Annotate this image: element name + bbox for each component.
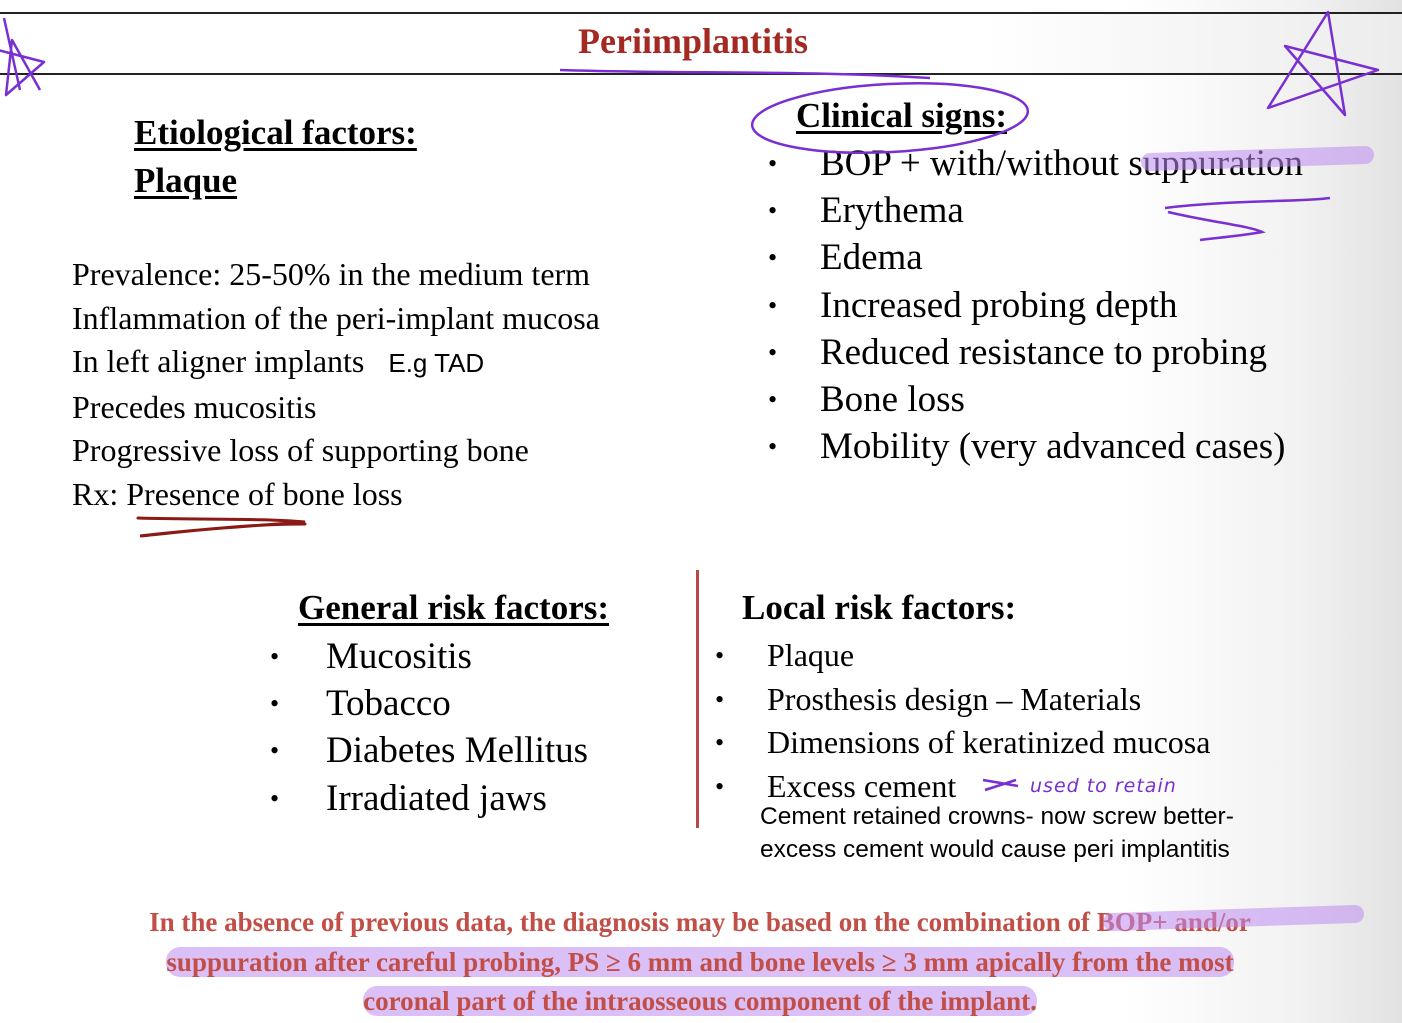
general-list [270, 633, 588, 822]
bullet-icon: • [768, 196, 778, 226]
bullet-icon: • [768, 243, 778, 273]
bullet-icon: • [768, 149, 778, 178]
etiological-heading: Etiological factors: [134, 113, 417, 152]
bullet-icon: • [270, 736, 280, 766]
list-item: • Increased probing depth [768, 282, 1303, 329]
note-line: Cement retained crowns- now screw better- [760, 803, 1234, 830]
etiology-line: Precedes mucositis [72, 388, 317, 425]
note-line: excess cement would cause peri implantitis [760, 836, 1230, 863]
etiology-line: In left aligner implants E.g TAD [72, 343, 485, 380]
local-heading: Local risk factors: [742, 588, 1017, 627]
plaque-subheading: Plaque [134, 161, 238, 200]
list-item: • Mobility (very advanced cases) [768, 423, 1303, 470]
diagnosis-line: coronal part of the intraosseous component of the implant. [363, 986, 1037, 1016]
diagnosis-line: suppuration after careful probing, PS ≥ 6 mm and bone levels ≥ 3 mm apically from the most [166, 946, 1234, 977]
scribble-annotation [138, 518, 305, 536]
bullet-icon: • [270, 689, 280, 719]
list-item: • Excess cement [715, 765, 1210, 809]
bullet-icon: • [715, 641, 725, 670]
list-item: • Reduced resistance to probing [768, 329, 1303, 376]
etiology-line: Prevalence: 25-50% in the medium term [72, 256, 591, 292]
handwritten-note: used to retain [1030, 775, 1177, 797]
list-item: • BOP + with/without suppuration [768, 140, 1303, 187]
list-item: • Diabetes Mellitus [270, 727, 588, 774]
etiology-line: Progressive loss of supporting bone [72, 432, 529, 469]
bullet-icon: • [768, 337, 778, 367]
list-item: • Plaque [715, 634, 1210, 678]
list-item: • Edema [768, 234, 1303, 281]
slide-title: Periimplantitis [578, 21, 808, 61]
list-item: • Dimensions of keratinized mucosa [715, 721, 1210, 765]
list-item: • Prosthesis design – Materials [715, 678, 1210, 722]
clinical-list [768, 140, 1303, 470]
column-divider [696, 570, 699, 828]
etiology-line: Inflammation of the peri-implant mucosa [72, 299, 600, 336]
diagnosis-line: In the absence of previous data, the diagnosis may be based on the combination of BOP+ and/or [149, 907, 1251, 937]
bullet-icon: • [715, 771, 725, 801]
cement-notes [760, 800, 1234, 866]
list-item: • Erythema [768, 187, 1303, 234]
general-heading: General risk factors: [298, 588, 610, 627]
bullet-icon: • [768, 290, 778, 320]
bullet-icon: • [768, 432, 778, 462]
list-item: • Irradiated jaws [270, 775, 588, 822]
etiology-line: Rx: Presence of bone loss [72, 475, 403, 512]
list-item: • Bone loss [768, 376, 1303, 423]
bullet-icon: • [270, 783, 280, 813]
list-item: • Mucositis [270, 633, 588, 680]
etiological-list [72, 253, 600, 517]
bullet-icon: • [715, 684, 725, 714]
bullet-icon: • [715, 728, 725, 757]
tad-note: E.g TAD [388, 348, 485, 379]
list-item: • Tobacco [270, 680, 588, 727]
bullet-icon: • [768, 384, 778, 414]
bullet-icon: • [270, 642, 280, 671]
clinical-heading: Clinical signs: [796, 96, 1008, 135]
diagnosis-statement [30, 903, 1370, 1022]
